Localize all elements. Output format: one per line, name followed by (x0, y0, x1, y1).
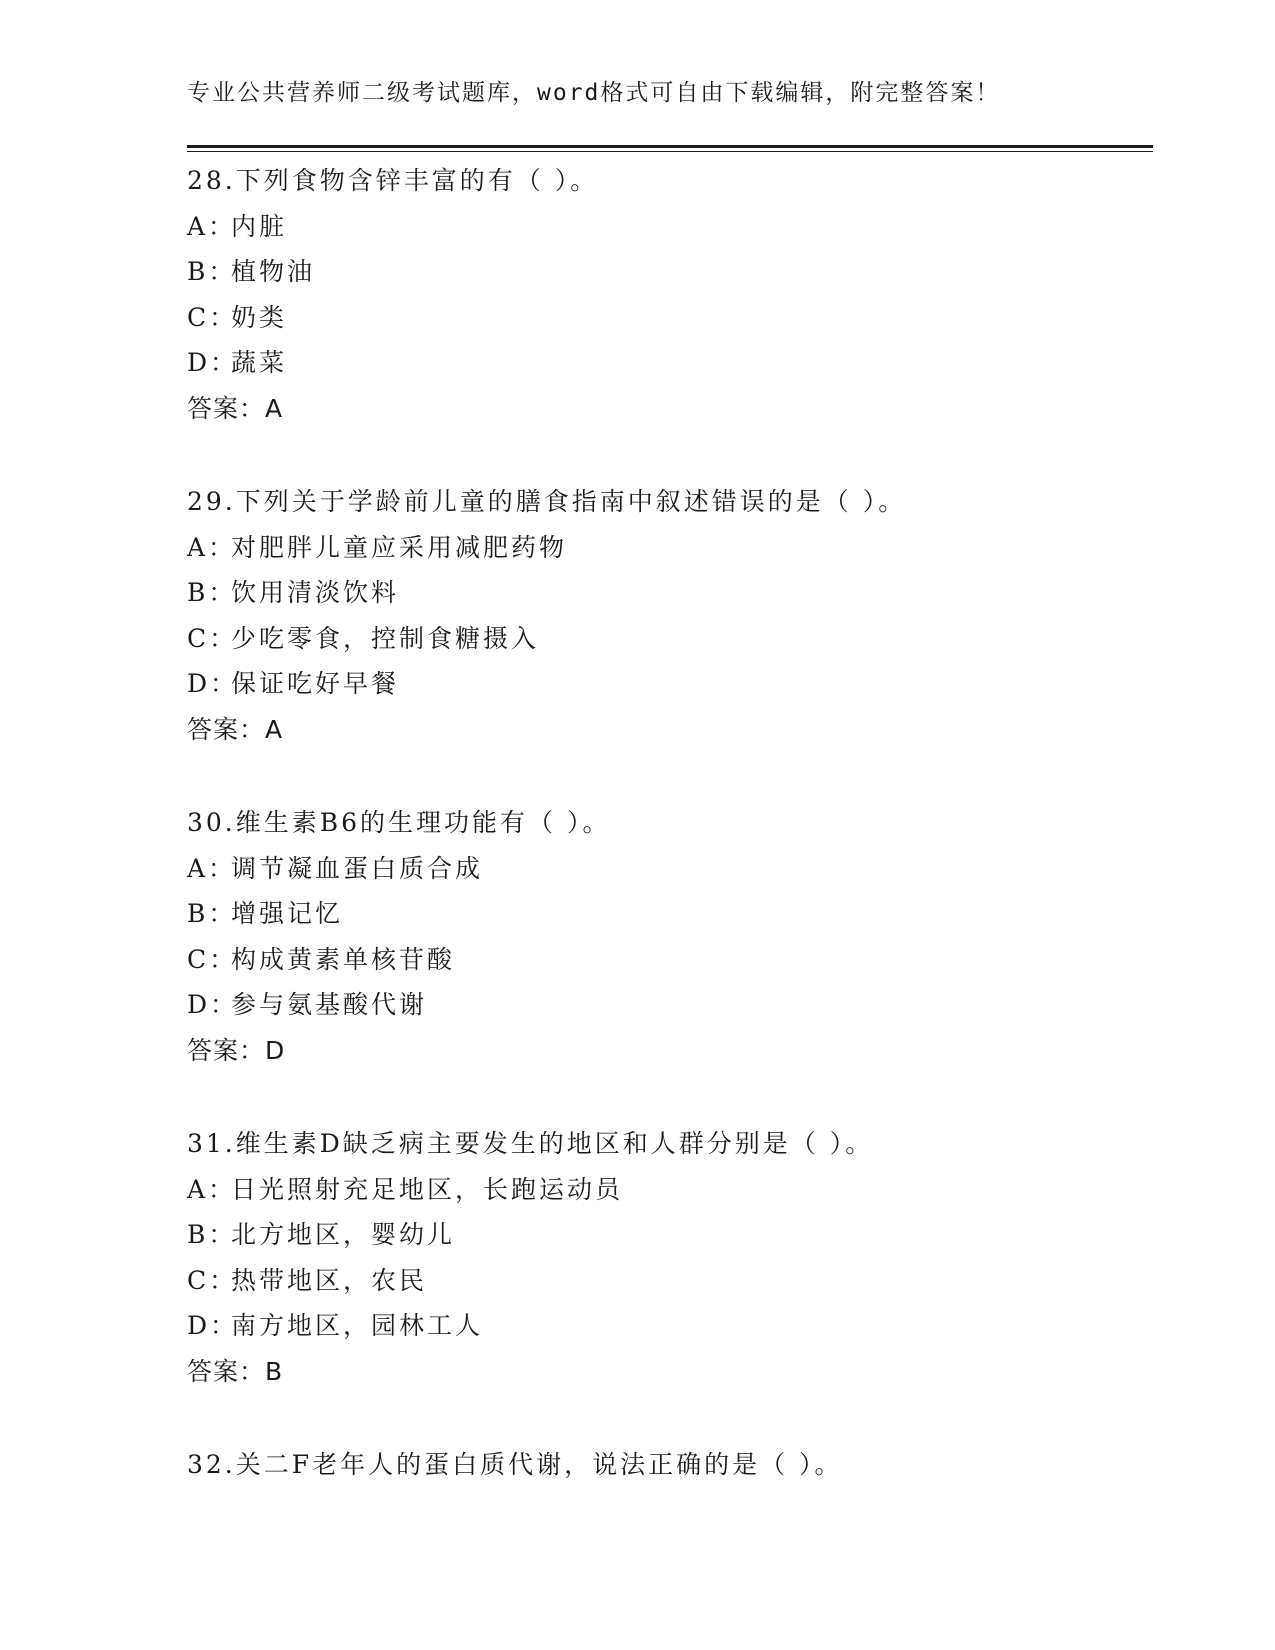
option-text: 蔬菜 (231, 348, 288, 377)
header-rule-thin (187, 151, 1153, 152)
option-text: 调节凝血蛋白质合成 (231, 853, 484, 883)
option-letter: D： (187, 348, 239, 377)
option-letter: A： (187, 853, 237, 883)
option-text: 对肥胖儿童应采用减肥药物 (231, 532, 568, 562)
option-letter: C： (187, 623, 238, 653)
question-31 (187, 1121, 1153, 1394)
option-text: 参与氨基酸代谢 (231, 990, 428, 1019)
option-d (187, 340, 1153, 386)
option-letter: A： (187, 1174, 237, 1204)
option-text: 少吃零食，控制食糖摄入 (231, 623, 540, 653)
question-29 (187, 479, 1153, 752)
question-30 (187, 800, 1153, 1073)
question-stem: 32.关二F老年人的蛋白质代谢，说法正确的是（ ）。 (187, 1450, 843, 1479)
answer-line: 答案：A (187, 393, 284, 423)
option-text: 北方地区，婴幼儿 (231, 1220, 456, 1249)
option-text: 保证吃好早餐 (231, 669, 400, 698)
option-letter: B： (187, 1220, 237, 1249)
option-a (187, 846, 1153, 892)
answer-line: 答案：B (187, 1356, 284, 1386)
option-text: 日光照射充足地区，长跑运动员 (231, 1174, 624, 1204)
option-text: 热带地区，农民 (231, 1265, 428, 1295)
option-text: 南方地区，园林工人 (231, 1311, 484, 1340)
option-letter: B： (187, 578, 237, 607)
answer-line: 答案：A (187, 714, 284, 744)
option-text: 奶类 (231, 302, 288, 332)
option-text: 饮用清淡饮料 (231, 578, 400, 607)
option-letter: D： (187, 1311, 239, 1340)
option-b (187, 1212, 1153, 1258)
option-d (187, 661, 1153, 707)
question-list (187, 158, 1153, 1536)
option-c (187, 616, 1153, 662)
answer-line: 答案：D (187, 1035, 286, 1065)
option-letter: C： (187, 1265, 238, 1295)
option-letter: B： (187, 899, 237, 928)
option-text: 增强记忆 (231, 899, 344, 928)
option-d (187, 982, 1153, 1028)
option-letter: C： (187, 944, 238, 974)
option-text: 植物油 (231, 257, 316, 286)
option-a (187, 525, 1153, 571)
option-letter: B： (187, 257, 237, 286)
option-d (187, 1303, 1153, 1349)
header-rule (187, 145, 1153, 148)
option-c (187, 937, 1153, 983)
option-a (187, 1167, 1153, 1213)
question-stem: 29.下列关于学龄前儿童的膳食指南中叙述错误的是（ ）。 (187, 487, 907, 516)
option-letter: D： (187, 990, 239, 1019)
option-text: 构成黄素单核苷酸 (231, 944, 456, 974)
option-letter: D： (187, 669, 239, 698)
question-stem: 31.维生素D缺乏病主要发生的地区和人群分别是（ ）。 (187, 1129, 874, 1158)
option-c (187, 1258, 1153, 1304)
option-c (187, 295, 1153, 341)
option-b (187, 249, 1153, 295)
option-b (187, 570, 1153, 616)
option-letter: A： (187, 211, 237, 241)
option-text: 内脏 (231, 211, 288, 241)
question-stem: 28.下列食物含锌丰富的有（ ）。 (187, 166, 599, 195)
question-stem: 30.维生素B6的生理功能有（ ）。 (187, 808, 611, 837)
option-letter: C： (187, 302, 238, 332)
page-header: 专业公共营养师二级考试题库，word格式可自由下载编辑，附完整答案！ (187, 80, 1001, 106)
question-32 (187, 1442, 1153, 1488)
option-a (187, 204, 1153, 250)
option-b (187, 891, 1153, 937)
question-28 (187, 158, 1153, 431)
option-letter: A： (187, 532, 237, 562)
